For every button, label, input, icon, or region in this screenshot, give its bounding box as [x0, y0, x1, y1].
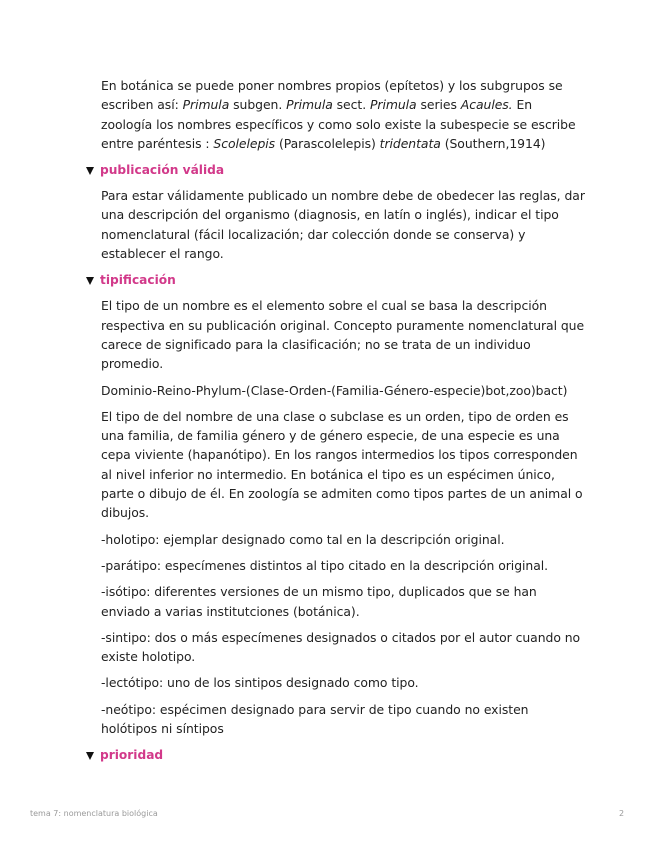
- tipificacion-paragraph: -holotipo: ejemplar designado como tal en la descripción original.: [101, 531, 505, 547]
- toggle-heading: publicación válida: [100, 163, 225, 178]
- text-run: sect.: [332, 97, 370, 113]
- toggle-tipificacion[interactable]: [86, 271, 586, 289]
- text-run: (Southern,1914): [440, 135, 546, 151]
- tipificacion-paragraph: El tipo de un nombre es el elemento sobre el cual se basa la descripción respectiva en su publicación original. Concepto puramente nomenclatural que carece de significado para la clasificación; no se trata de un individuo promedio.: [101, 298, 585, 372]
- page-content: [86, 76, 586, 771]
- tipificacion-paragraph: El tipo de del nombre de una clase o subclase es un orden, tipo de orden es una familia, de familia género y de género especie, de una especie es una cepa viviente (hapanótipo). En los rangos intermedios los tipos corresponden al nivel inferior no intermedio. En botánica el tipo es un espécimen único, parte o dibujo de él. En zoología se admiten como tipos partes de un animal o dibujos.: [101, 408, 583, 521]
- page-number: 2: [619, 809, 625, 818]
- intro-paragraph: [101, 76, 586, 153]
- tipificacion-paragraph: -lectótipo: uno de los sintipos designado como tipo.: [101, 675, 419, 691]
- italic-taxon: Primula: [182, 97, 230, 113]
- tipificacion-paragraph: Dominio-Reino-Phylum-(Clase-Orden-(Familia-Género-especie)bot,zoo)bact): [101, 382, 568, 398]
- toggle-heading: tipificación: [100, 273, 176, 288]
- toggle-triangle-icon[interactable]: [86, 752, 94, 760]
- italic-taxon: tridentata: [379, 135, 441, 151]
- toggle-prioridad[interactable]: [86, 746, 586, 764]
- text-run: subgen.: [229, 97, 287, 113]
- text-run: En zoología los nombres específicos y como solo existe la subespecie se escribe entre paréntesis :: [101, 97, 576, 151]
- toggle-heading: prioridad: [100, 748, 164, 763]
- text-run: En botánica se puede poner nombres propios (epítetos) y los subgrupos se escriben así:: [101, 78, 563, 113]
- text-run: (Parascolelepis): [275, 135, 380, 151]
- toggle-triangle-icon[interactable]: [86, 277, 94, 285]
- text-run: series: [416, 97, 461, 113]
- italic-taxon: Scolelepis: [213, 135, 276, 151]
- footer-title: tema 7: nomenclatura biológica: [30, 809, 158, 818]
- italic-taxon: Primula: [369, 97, 417, 113]
- italic-taxon: Acaules.: [460, 97, 513, 113]
- italic-taxon: Primula: [286, 97, 333, 113]
- toggle-triangle-icon[interactable]: [86, 167, 94, 175]
- tipificacion-paragraph: -parátipo: especímenes distintos al tipo citado en la descripción original.: [101, 557, 549, 573]
- tipificacion-paragraph: -isótipo: diferentes versiones de un mismo tipo, duplicados que se han enviado a varias institutciones (botánica).: [101, 584, 537, 619]
- publicacion-paragraph: Para estar válidamente publicado un nombre debe de obedecer las reglas, dar una descripción del organismo (diagnosis, en latín o inglés), indicar el tipo nomenclatural (fácil localización; dar colección donde se conserva) y establecer el rango.: [101, 188, 585, 262]
- tipificacion-paragraph: -neótipo: espécimen designado para servir de tipo cuando no existen holótipos ni síntipos: [101, 701, 529, 737]
- toggle-publicacion-valida[interactable]: [86, 161, 586, 179]
- tipificacion-paragraph: -sintipo: dos o más especímenes designados o citados por el autor cuando no existe holotipo.: [101, 629, 581, 665]
